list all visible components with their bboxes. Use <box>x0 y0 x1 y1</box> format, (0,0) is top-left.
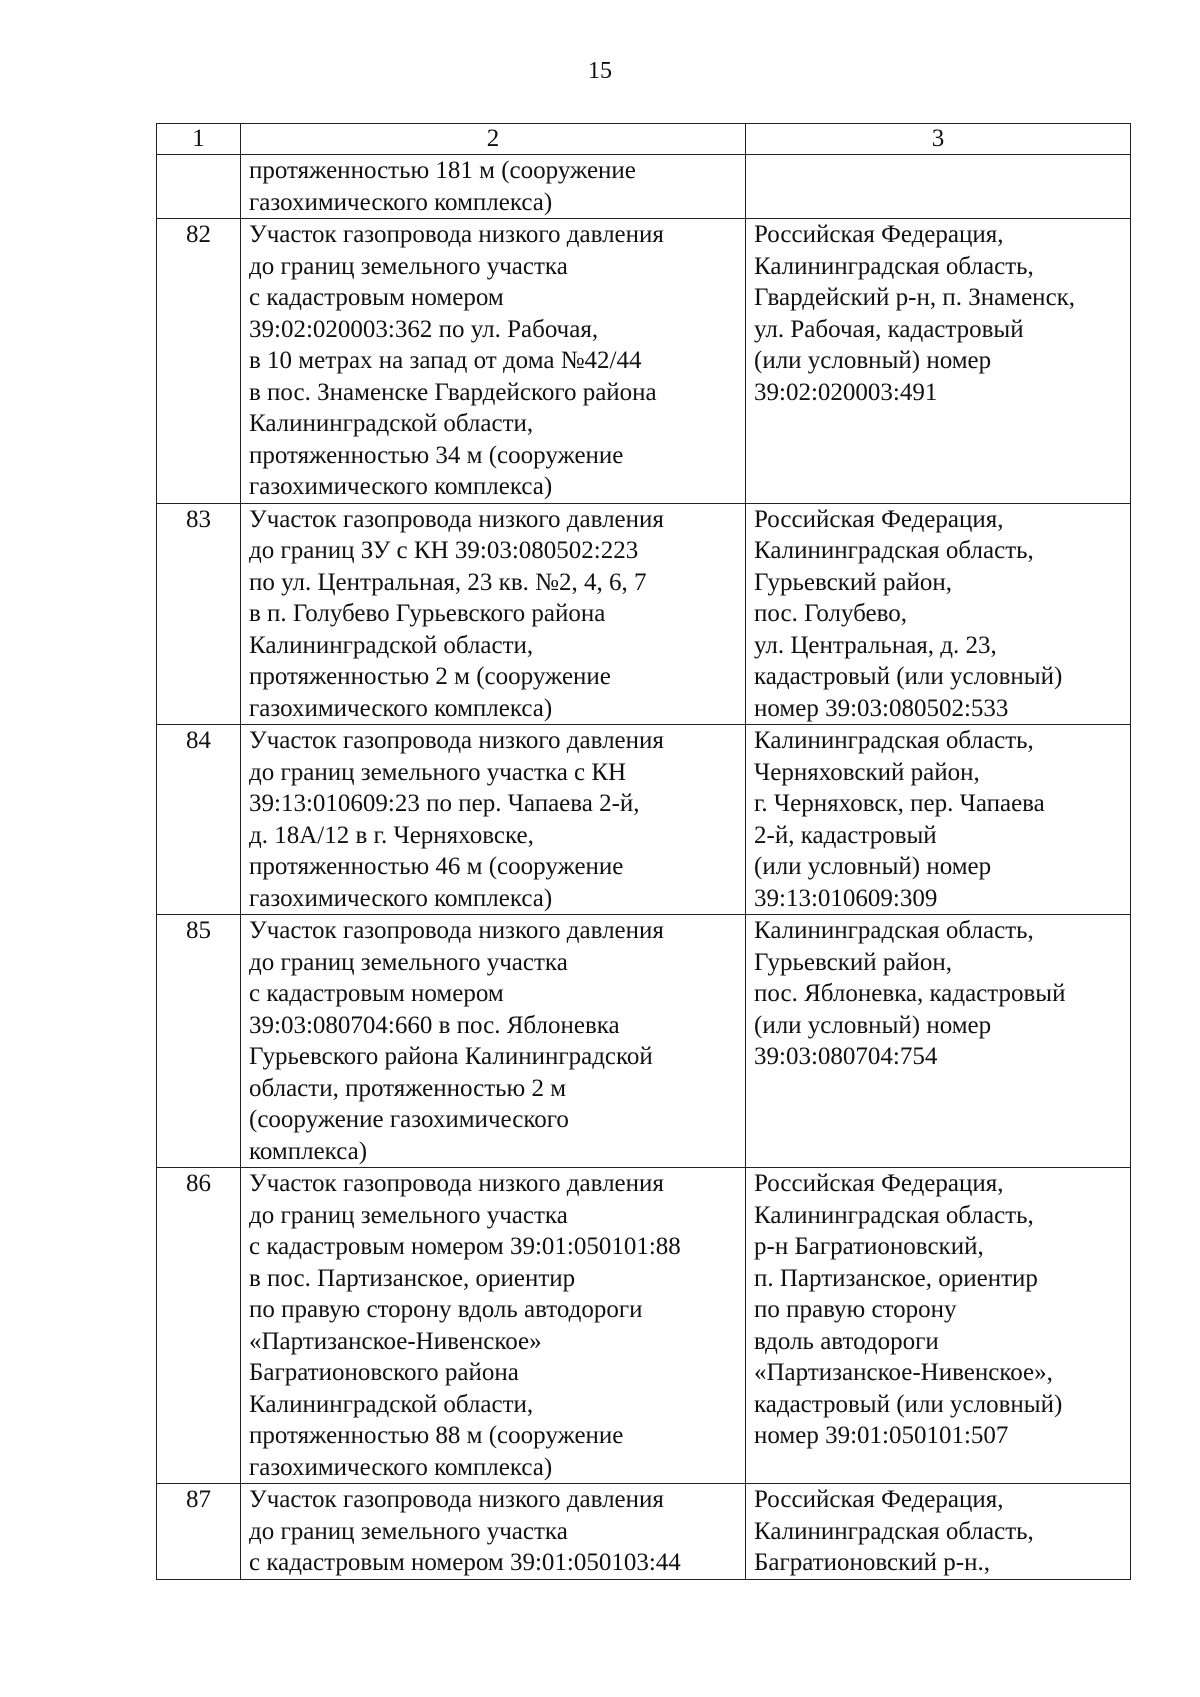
row-address: Российская Федерация, Калининградская область, р-н Багратионовский, п. Партизанское, ориентир по правую сторону вдоль автодороги «Партизанское-Нивенское», кадастровый (или условный) номер 39:01:050101:507 <box>746 1168 1131 1484</box>
row-number: 87 <box>157 1484 241 1580</box>
table-row <box>157 725 1131 915</box>
property-table <box>156 123 1131 1580</box>
row-number: 84 <box>157 725 241 915</box>
row-description: Участок газопровода низкого давления до границ земельного участка с кадастровым номером 39:01:050103:44 <box>241 1484 746 1580</box>
row-address: Калининградская область, Гурьевский район, пос. Яблоневка, кадастровый (или условный) номер 39:03:080704:754 <box>746 915 1131 1168</box>
row-address: Калининградская область, Черняховский район, г. Черняховск, пер. Чапаева 2-й, кадастровый (или условный) номер 39:13:010609:309 <box>746 725 1131 915</box>
table-row <box>157 915 1131 1168</box>
row-number <box>157 155 241 219</box>
table-row <box>157 155 1131 219</box>
table-row <box>157 1484 1131 1580</box>
table-header-row <box>157 124 1131 155</box>
table-row <box>157 1168 1131 1484</box>
row-number: 82 <box>157 219 241 504</box>
row-address: Российская Федерация, Калининградская область, Багратионовский р-н., <box>746 1484 1131 1580</box>
row-address <box>746 155 1131 219</box>
row-description: Участок газопровода низкого давления до границ земельного участка с кадастровым номером 39:02:020003:362 по ул. Рабочая, в 10 метрах на запад от дома №42/44 в пос. Знаменске Гвардейского района Калининградской области, протяженностью 34 м (сооружение газохимического комплекса) <box>241 219 746 504</box>
row-description: Участок газопровода низкого давления до границ ЗУ с КН 39:03:080502:223 по ул. Центральная, 23 кв. №2, 4, 6, 7 в п. Голубево Гурьевского района Калининградской области, протяженностью 2 м (сооружение газохимического комплекса) <box>241 503 746 725</box>
page-number: 15 <box>588 58 612 84</box>
row-number: 86 <box>157 1168 241 1484</box>
table-row <box>157 219 1131 504</box>
column-header-1: 1 <box>157 124 241 155</box>
row-address: Российская Федерация, Калининградская область, Гурьевский район, пос. Голубево, ул. Центральная, д. 23, кадастровый (или условный) номер 39:03:080502:533 <box>746 503 1131 725</box>
row-number: 85 <box>157 915 241 1168</box>
row-description: Участок газопровода низкого давления до границ земельного участка с кадастровым номером 39:01:050101:88 в пос. Партизанское, ориентир по правую сторону вдоль автодороги «Партизанское-Нивенское» Багратионовского района Калининградской области, протяженностью 88 м (сооружение газохимического комплекса) <box>241 1168 746 1484</box>
row-description: Участок газопровода низкого давления до границ земельного участка с КН 39:13:010609:23 по пер. Чапаева 2-й, д. 18А/12 в г. Черняховске, протяженностью 46 м (сооружение газохимического комплекса) <box>241 725 746 915</box>
column-header-2: 2 <box>241 124 746 155</box>
row-address: Российская Федерация, Калининградская область, Гвардейский р-н, п. Знаменск, ул. Рабочая, кадастровый (или условный) номер 39:02:020003:491 <box>746 219 1131 504</box>
column-header-3: 3 <box>746 124 1131 155</box>
row-description: протяженностью 181 м (сооружение газохимического комплекса) <box>241 155 746 219</box>
row-number: 83 <box>157 503 241 725</box>
table-row <box>157 503 1131 725</box>
row-description: Участок газопровода низкого давления до границ земельного участка с кадастровым номером 39:03:080704:660 в пос. Яблоневка Гурьевского района Калининградской области, протяженностью 2 м (сооружение газохимического комплекса) <box>241 915 746 1168</box>
